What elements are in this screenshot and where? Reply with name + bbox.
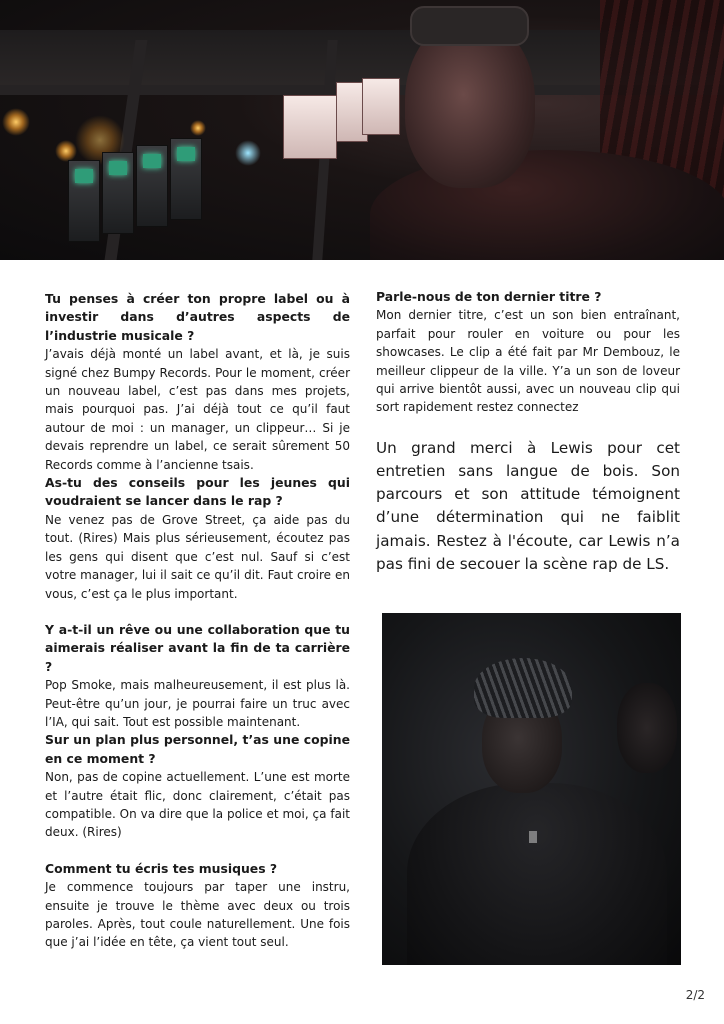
- question-dream: Y a-t-il un rêve ou une collaboration que tu aimerais réaliser avant la fin de ta carrière ?: [45, 621, 350, 674]
- question-writing: Comment tu écris tes musiques ?: [45, 860, 278, 876]
- question-advice: As-tu des conseils pour les jeunes qui voudraient se lancer dans le rap ?: [45, 475, 350, 509]
- answer-text: Pop Smoke, mais malheureusement, il est plus là. Peut-être qu’un jour, je pourrai faire un truc avec l’IA, qui sait. Tout est possible maintenant.: [45, 678, 350, 729]
- right-column: [376, 288, 680, 576]
- question-label: Tu penses à créer ton propre label ou à investir dans d’autres aspects de l’industrie musicale ?: [45, 291, 350, 343]
- closing-paragraph: Un grand merci à Lewis pour cet entretien sans langue de bois. Son parcours et son attitude témoignent d’une détermination qui ne faiblit jamais. Restez à l'écoute, car Lewis n’a pas fini de secouer la scène rap de LS.: [376, 438, 680, 573]
- answer-text: Mon dernier titre, c’est un son bien entraînant, parfait pour rouler en voiture ou pour les showcases. Le clip a été fait par Mr Dembouz, le meilleur clippeur de la ville. Y’a un son de loveur qui arrive bientôt aussi, avec un nouveau clip qui sort rapidement restez connectez: [376, 308, 680, 415]
- page-number: 2/2: [685, 988, 705, 1002]
- answer-text: Ne venez pas de Grove Street, ça aide pas du tout. (Rires) Mais plus sérieusement, écoutez pas les gens qui disent que c’est nul. Sauf si c’est votre manager, lui il sait ce qu’il dit. Faut croire en vous, c’est ça le plus important.: [45, 512, 350, 601]
- left-column: [45, 290, 350, 952]
- answer-text: Non, pas de copine actuellement. L’une est morte et l’autre était flic, donc clairement, c’était pas compatible. On va dire que la police et moi, ça fait deux. (Rires): [45, 770, 350, 840]
- question-latest-track: Parle-nous de ton dernier titre ?: [376, 289, 602, 304]
- portrait-photo: [382, 613, 681, 965]
- question-personal: Sur un plan plus personnel, t’as une copine en ce moment ?: [45, 732, 350, 766]
- answer-text: J’avais déjà monté un label avant, et là, je suis signé chez Bumpy Records. Pour le moment, créer un nouveau label, c’est pas dans mes projets, mais pourquoi pas. J’ai déjà tout ce qu’il faut autour de moi : un manager, un clippeur… Si je devais reprendre un label, ce serait sûrement 50 Records comme à l’ancienne tsais.: [45, 347, 350, 472]
- answer-text: Je commence toujours par taper une instru, ensuite je trouve le thème avec deux ou trois paroles. Après, tout coule naturellement. Une fois que j’ai l’idée en tête, ça vient tout seul.: [45, 880, 350, 950]
- header-photo: [0, 0, 724, 260]
